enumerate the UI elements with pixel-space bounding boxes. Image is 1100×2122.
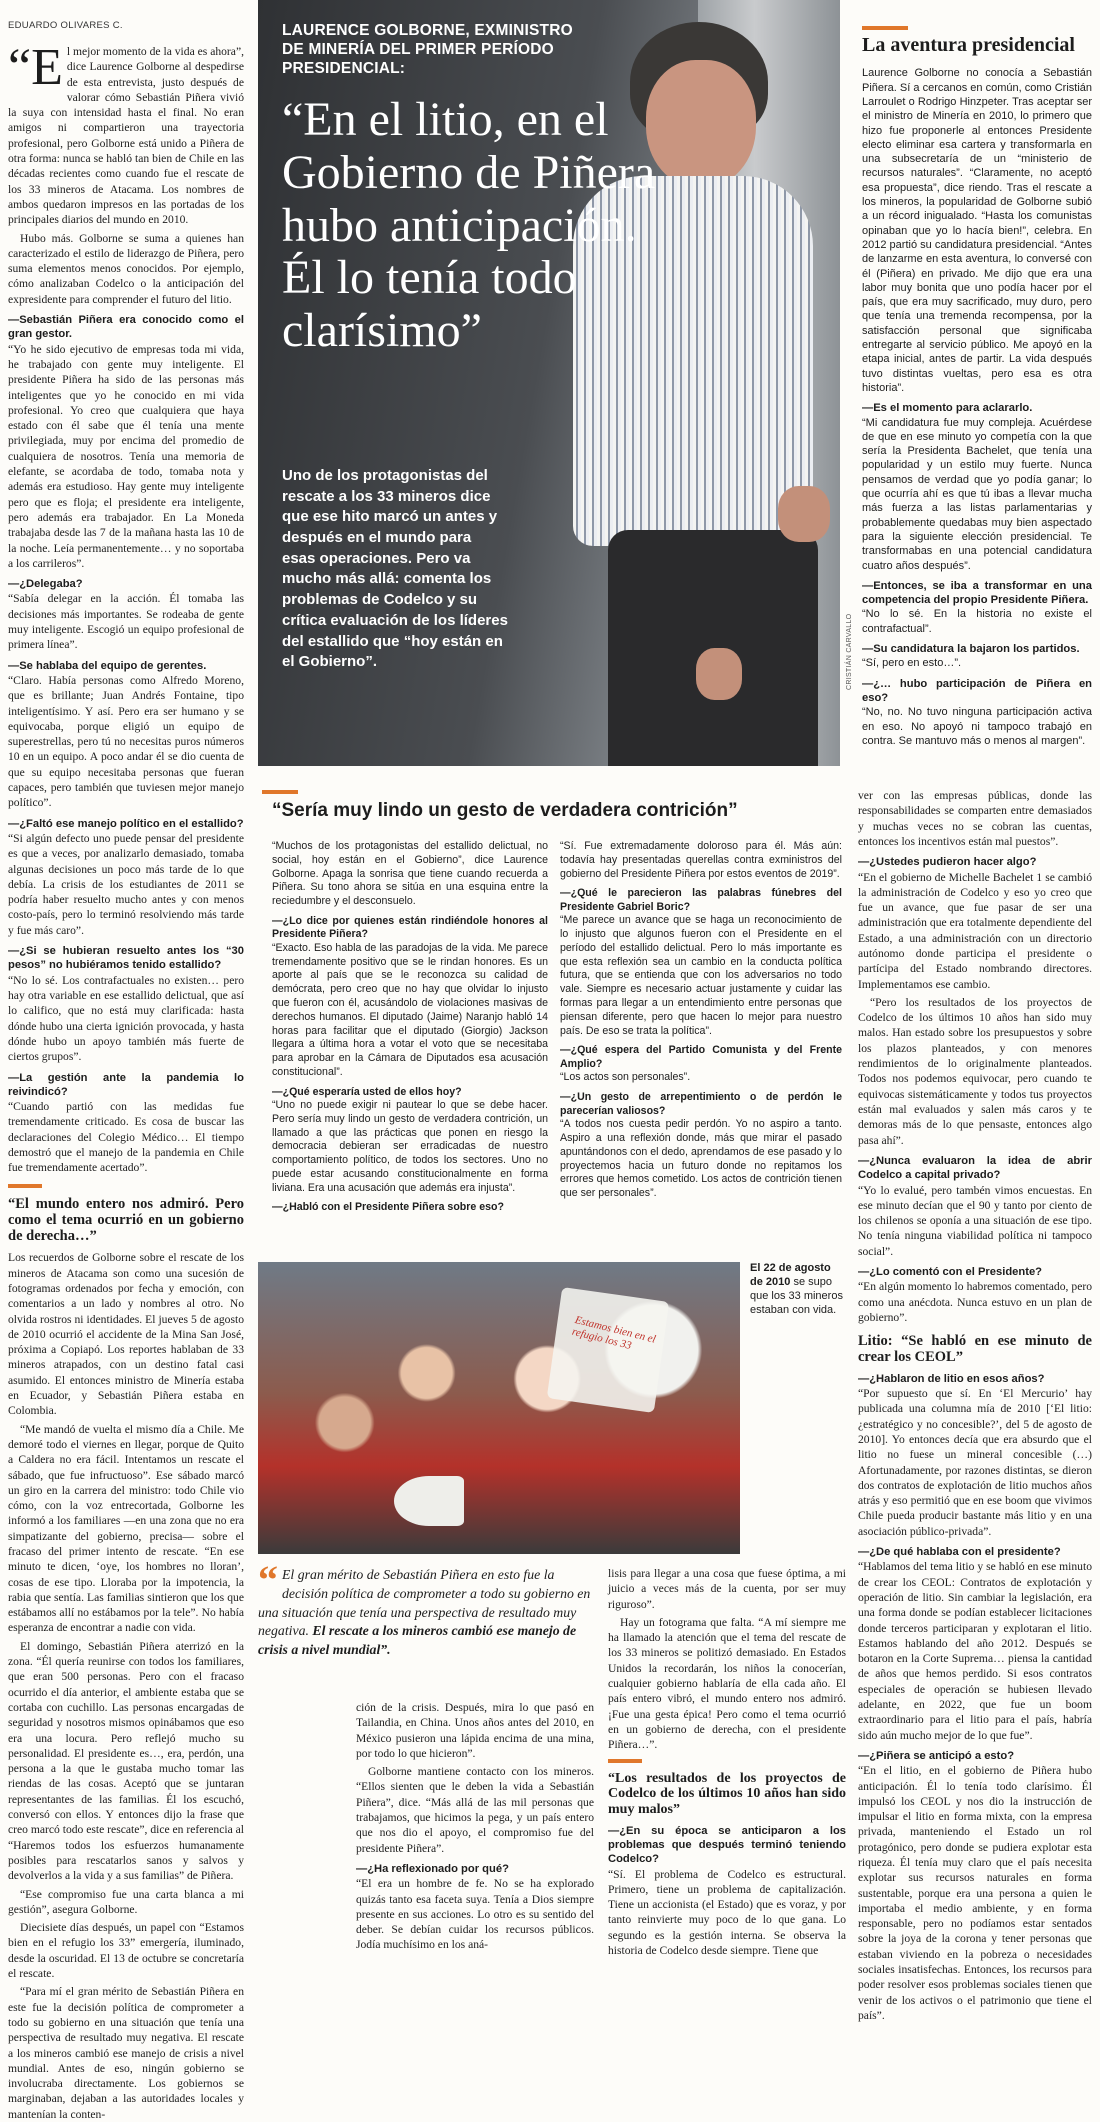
question: —¿Un gesto de arrepentimiento o de perdón le parecerían valiosos?	[560, 1091, 842, 1117]
question: —¿Faltó ese manejo político en el estallido?	[8, 817, 244, 830]
question: —Sebastián Piñera era conocido como el gran gestor.	[8, 314, 244, 341]
question: —¿Qué le parecieron las palabras fúnebres del Presidente Gabriel Boric?	[560, 887, 842, 913]
question: —¿Nunca evaluaron la idea de abrir Codelco a capital privado?	[858, 1154, 1092, 1182]
mid-column-2	[560, 840, 842, 1260]
question: —Entonces, se iba a transformar en una competencia del propio Presidente Piñera.	[862, 579, 1092, 607]
answer: “Exacto. Eso habla de las paradojas de la vida. Me parece tremendamente positivo que se le rindan honores. Es un aporte al país que se le reconozca su calidad de demócrata, pero creo que no hay que olvidar lo injusto que fueron con él, acusándolo de violaciones masivas de derechos humanos. El diputado (Jaime) Naranjo habló 14 horas para facilitar que el diputado (Giorgio) Jackson llegara a última hora a votar el voto que se necesitaba para aprobar en la Cámara de Diputados esa acusación constitucional”.	[272, 941, 548, 1078]
question: —¿Qué esperaría usted de ellos hoy?	[272, 1085, 462, 1098]
answer: “No lo sé. Los contrafactuales no existen… pero hay otra variable en ese estallido delictual, que así lo califico, que no está muy clarificada: hasta dónde hubo una cierta ignición provocada, y hasta dónde hubo un apoyo también más fuerte de ciertos grupos”.	[8, 973, 244, 1064]
answer: “Yo lo evalué, pero tambén vimos encuestas. En ese minuto decían que el 90 y tanto por ciento de los chilenos se oponía a una situación de ese tipo. No tenía ninguna viabilidad política ni tampoco social”.	[858, 1183, 1092, 1258]
hero-kicker: LAURENCE GOLBORNE, EXMINISTRO DE MINERÍA DEL PRIMER PERÍODO PRESIDENCIAL:	[282, 22, 573, 77]
paragraph: Hubo más. Golborne se suma a quienes han caracterizado el estilo de liderazgo de Piñera, pero suma elementos menos conocidos. Por ejemplo, cómo analizaban Codelco o la anticipación del expresidente para comprender el futuro del litio.	[8, 231, 244, 306]
answer: “Uno no puede exigir ni pautear lo que se debe hacer. Pero sería muy lindo un gesto de verdadera contrición, un llamado a que las prácticas que ponen en riesgo la democracia debieran ser erradicadas de nuestro comportamiento político, de todos los sectores. Uno no puede estar acusando constitucionalmente en forma liviana. Era una acusación que además era injusta”.	[272, 1099, 548, 1194]
answer: “Mi candidatura fue muy compleja. Acuérdese de que en ese minuto yo competía con la que sería la Presidenta Bachelet, que tenía una popularidad y un estilo muy fuerte. Nunca pensamos de verdad que yo podía ganar; lo que ocurría ahí es que tú ibas a llevar mucha más fuerza a las listas parlamentarias y probablemente quedabas muy bien aspectado para la siguiente elección presidencial. Te transformabas en una potencial candidatura cuatro años después”.	[862, 416, 1092, 572]
photo-caption	[750, 1262, 846, 1342]
paragraph: Golborne mantiene contacto con los mineros. “Ellos sienten que le deben la vida a Sebastián Piñera”, dice. “Más allá de las mil personas que trabajamos, que hicimos la pega, y un país entero que nos dio el apoyo, el compromiso fue del presidente Piñera”.	[356, 1765, 594, 1855]
answer: “Hablamos del tema litio y se habló en ese minuto de crear los CEOL: Contratos de explotación y operación de litio. Sin cambiar la legislación, era una forma donde se podían establecer licitaciones donde terceros participaran y explotaran el litio. Estamos hablando del año 2012. Después se botaron en la Corte Suprema… piensa la cantidad de años que hemos perdido. Si esos contratos especiales de operación se hubiesen llevado adelante, en 2022, que fue un boom extraordinario para el litio para el país, habría sido aún mucho mejor de lo que fue”.	[858, 1560, 1092, 1742]
photo-credit: CRISTIÁN CARVALLO	[846, 613, 853, 690]
subheading: Litio: “Se habló en ese minuto de crear los CEOL”	[858, 1333, 1092, 1366]
question: —¿Ustedes pudieron hacer algo?	[858, 856, 1037, 869]
answer: “Claro. Había personas como Alfredo Moreno, que es brillante; Juan Andrés Fontaine, tipo inteligentísimo. Y así. Pero era ser humano y se equivocaba, porque eligió un equipo de superestrellas, pero tú no necesitas puros números 10 en un equipo. A poco andar él se dio cuenta de que su equipo necesitaba personas que fueran capaces, pero también que tuviesen mejor manejo político”.	[8, 674, 244, 810]
question: —¿… hubo participación de Piñera en eso?	[862, 677, 1092, 705]
bottom-column-1	[356, 1700, 594, 1952]
answer: “En el gobierno de Michelle Bachelet 1 se cambió la administración de Codelco y eso yo creo que fue un avance, que fue pasar de ser una administración que era totalmente dependiente del Estado, a una administración con un directorio autónomo donde participa el presidente o partícipa del Estado nombrando directores. Implementamos ese cambio.	[858, 870, 1092, 991]
quote-mark-icon: “	[258, 1557, 278, 1602]
question: —¿Hablaron de litio en esos años?	[858, 1372, 1045, 1385]
mid-column-1	[272, 840, 548, 1260]
answer: “Sí, pero en esto…”.	[862, 657, 962, 670]
question: —¿Qué espera del Partido Comunista y del Frente Amplio?	[560, 1044, 842, 1070]
answer: “Sabía delegar en la acción. Él tomaba las decisiones más importantes. Se rodeaba de gente muy inteligente. Escogió un equipo profesional de primera línea”.	[8, 592, 244, 652]
paragraph: “Ese compromiso fue una carta blanca a mi gestión”, asegura Golborne.	[8, 1887, 244, 1916]
question: —¿Habló con el Presidente Piñera sobre eso?	[272, 1201, 504, 1214]
question: —Su candidatura la bajaron los partidos.	[862, 643, 1080, 656]
answer: “A todos nos cuesta pedir perdón. Yo no aspiro a tanto. Aspiro a una reflexión donde, más que mirar el pasado apuntándonos con el dedo, aprendamos de ese pasado y lo proyectemos hacia un futuro donde no repitamos los errores que hemos cometido. Los actos de contrición tienen que ser personales”.	[560, 1118, 842, 1200]
caption-date: El 22 de agosto de 2010	[750, 1262, 831, 1288]
subheading: “El mundo entero nos admiró. Pero como el tema ocurrió en un gobierno de derecha…”	[8, 1195, 244, 1245]
bottom-column-2	[608, 1566, 846, 1958]
answer: “Los actos son personales”.	[560, 1071, 691, 1084]
accent-bar	[862, 26, 908, 30]
mid-heading: “Sería muy lindo un gesto de verdadera contrición”	[272, 800, 738, 821]
byline: EDUARDO OLIVARES C.	[8, 20, 123, 31]
sidebar-title: La aventura presidencial	[862, 34, 1075, 56]
hero-deck: Uno de los protagonistas del rescate a los 33 mineros dice que ese hito marcó un antes y después en el mundo para esas operaciones. Pero va mucho más allá: comenta los problemas de Codelco y su crítica evaluación de los líderes del estallido que “hoy están en el Gobierno”.	[282, 467, 508, 671]
question: —¿Ha reflexionado por qué?	[356, 1862, 509, 1875]
paragraph: Los recuerdos de Golborne sobre el rescate de los mineros de Atacama son como una sucesión de fotogramas ordenados por fecha y emoción, con comentarios a un lado y nombres al otro. No olvida rostros ni identidades. El jueves 5 de agosto de 2010 ocurrió el accidente de la Mina San José, próxima a Copiapó. Los reportes hablaban de 33 mineros atrapados, con un destino fatal casi asumido. El entonces ministro de Minería estaba en Ecuador, y Sebastián Piñera estaba en Colombia.	[8, 1251, 244, 1418]
paragraph: “Muchos de los protagonistas del estallido delictual, no social, hoy están en el Gobierno”, dice Laurence Golborne. Apaga la sonrisa que tiene cuando recuerda a Piñera. Su tono ahora se sitúa en una esquina entre la reciedumbre y el desconsuelo.	[272, 840, 548, 908]
question: —¿En su época se anticiparon a los problemas que después terminó teniendo Codelco?	[608, 1824, 846, 1866]
accent-bar	[262, 790, 298, 794]
answer: “Por supuesto que sí. En ‘El Mercurio’ hay publicada una columna mía de 2010 [‘El litio: ¿estratégico y no concesible?’, del 5 de agosto de 2010]. Yo entonces decía que era absurdo que el litio no fuese un mineral concesible (…) Afortunadamente, por razones distintas, se dieron dos contratos de explotación de litio muchos años atrás y eso permitió que en ese boom que vivimos Chile pueda producir bastante más litio y en una asociación público-privada”.	[858, 1387, 1092, 1538]
answer: “No, no. No tuvo ninguna participación activa en eso. No apoyó ni tampoco trabajó en contra. Se mantuvo más o menos al margen”.	[862, 706, 1092, 747]
answer: “No lo sé. En la historia no existe el contrafactual”.	[862, 608, 1092, 635]
question: —¿Delegaba?	[8, 578, 83, 591]
paragraph: ver con las empresas públicas, donde las responsabilidades se comparten entre demasiados y muchas veces no se cobran las cuentas, entonces los incentivos están mal puestos”.	[858, 789, 1092, 848]
answer: “Si algún defecto uno puede pensar del presidente es que a veces, por analizarlo demasiado, tomaba algunas decisiones un poco más tarde de lo que debía. La crisis de los estudiantes de 2011 se podría haber resuelto mucho antes y con menos costo-país, pero lo terminó resolviendo más tarde y fue más caro”.	[8, 832, 244, 937]
subheading: “Los resultados de los proyectos de Codelco de los últimos 10 años han sido muy malos”	[608, 1770, 846, 1817]
question: —La gestión ante la pandemia lo reivindicó?	[8, 1071, 244, 1098]
paragraph: Diecisiete días después, un papel con “Estamos bien en el refugio los 33” emergería, iluminado, desde la oscuridad. El 13 de octubre se concretaría el rescate.	[8, 1921, 244, 1981]
paragraph: “Me mandó de vuelta el mismo día a Chile. Me demoré todo el viernes en llegar, porque de Quito a Caldera no era fácil. Intentamos un rescate el sábado, que fue infructuoso”. Ese sábado marcó un giro en la carrera del ministro: todo Chile vio cómo, con la voz entrecortada, Golborne les informó a los familiares —en una zona que no era simpatizante del gobierno, precisa— sobre el fracaso del primer intento de rescate. “En ese minuto te dicen, ‘oye, los hombres no lloran’, cosas de ese tipo. Lloraba por la impotencia, la rabia que sentía. Las familias sintieron que los que estábamos allí no estábamos por la tele”. No había esperanza de encontrar a nadie con vida.	[8, 1422, 244, 1635]
paragraph: ción de la crisis. Después, mira lo que pasó en Tailandia, en China. Unos años antes del 2010, en México pusieron una lápida encima de una mina, por todo lo que hicieron”.	[356, 1701, 594, 1760]
question: —Es el momento para aclararlo.	[862, 402, 1033, 415]
answer: “En el litio, en el gobierno de Piñera hubo anticipación. Él lo tenía todo clarísimo. Él impulsó los CEOL y nos dio la instrucción de impulsar el litio en forma mixta, con la empresa privada, manteniendo el Estado un rol protagónico, pero donde se pudiera explotar esta riqueza. Él tenía muy claro que el país necesita explotar sus recursos naturales en forma sustentable, porque era una persona a quien le importaba el medio ambiente, y en forma responsable, pero no podíamos estar sentados sobre la joya de la corona y tener personas que estaban viviendo en la pobreza o necesidades sociales insatisfechas. Entonces, los recursos para poder resolver esos problemas sociales tienen que venir de los activos o el patrimonio que tiene el país”.	[858, 1764, 1092, 2022]
lead-paragraph: “El mejor momento de la vida es ahora”, dice Laurence Golborne al despedirse de esta entrevista, justo después de valorar cómo Sebastián Piñera vivió la suya con intensidad hasta el final. No eran amigos ni compartieron una trayectoria profesional, pero Golborne está unido a Piñera de otra forma: nunca se habló tan bien de Chile en las décadas recientes como cuando fue el rescate de los 33 mineros de Atacama. Los nombres de ambos quedaron impresos en las portadas de los principales diarios del mundo en 2010.	[8, 39, 244, 227]
article-column-left	[8, 39, 244, 2121]
paragraph: Laurence Golborne no conocía a Sebastián Piñera. Sí a cercanos en común, como Cristián Larroulet o Rodrigo Hinzpeter. Tras aceptar ser el ministro de Minería en 2010, lo primero que hizo fue proponerle al entonces Presidente electo eliminar esa cartera y transformarla en una subsecretaría de un “ministerio de recursos naturales”. “Claramente, no aceptó esa propuesta”, dice riendo. Tras el rescate a los mineros, la popularidad de Golborne subió a un récord inigualado. “Hasta los comunistas opinaban que yo lo hacía bien!”, celebra. En 2012 partió su candidatura presidencial. “Antes de lanzarme en esta aventura, lo conversé con él (Piñera) en privado. Me dijo que era una labor muy bonita que uno podía hacer por el país, que era muy sacrificado, muy duro, pero que tenía una tremenda recompensa, por la satisfacción personal que significaba entregarte al servicio público. Me apoyó en la etapa inicial, antes de partir. La vida después tuvo distintas vueltas, pero esa es otra historia”.	[862, 67, 1092, 394]
pull-quote-bold: El rescate a los mineros cambió ese manejo de crisis a nivel mundial”.	[258, 1623, 577, 1657]
paragraph: Hay un fotograma que falta. “A mí siempre me ha llamado la atención que el tema del rescate de los 33 mineros se politizó demasiado. En Estados Unidos la recordarán, los niños la conocerían, cualquier gobierno hablaría de ella cada año. El país entero vibró, el mundo entero nos admiró. ¡Fue una gesta épica! Pero como el tema ocurrió en un gobierno de derecha, con el presidente Piñera…”.	[608, 1615, 846, 1752]
question: —¿Si se hubieran resuelto antes los “30 pesos” no hubiéramos tenido estallido?	[8, 945, 244, 972]
answer: “Yo he sido ejecutivo de empresas toda mi vida, he trabajado con gente muy inteligente. El presidente Piñera ha sido de las personas más inteligentes que yo he conocido en mi vida profesional. Yo creo que cualquiera que haya estado con él sabe que él tenía una mente privilegiada, muy por encima del promedio de cualquiera de nosotros. Tenía una memoria de elefante, se acordaba de todo, tomaba nota y además era estudioso. Hay gente muy inteligente pero que es floja; el presidente era inteligente, pero además era trabajador. En La Moneda trabajaba desde las 7 de la mañana hasta las 10 de la noche. Leía permanentemente… y no soportaba a los carrileros”.	[8, 342, 244, 570]
accent-bar	[8, 1184, 42, 1188]
accent-bar	[608, 1759, 642, 1763]
hero-headline: “En el litio, en el Gobierno de Piñera hubo anticipación. Él lo tenía todo clarísimo”	[282, 93, 656, 358]
answer: “Sí. Fue extremadamente doloroso para él. Más aún: todavía hay presentadas querellas contra exministros del gobierno del Presidente Piñera por estos eventos de 2019”.	[560, 840, 842, 880]
photo-sign-text: Estamos bien en el refugio los 33	[570, 1314, 657, 1352]
portrait-hand	[778, 486, 830, 542]
drop-cap: “E	[8, 39, 63, 96]
pull-quote	[258, 1557, 598, 1690]
question: —¿Lo comentó con el Presidente?	[858, 1266, 1042, 1278]
caption-text: se supo que los 33 mineros estaban con vida.	[750, 1275, 843, 1316]
paragraph: El domingo, Sebastián Piñera aterrizó en la zona. “Él quería reunirse con todos los familiares, que eran 500 personas. Pero con el fracaso ocurrido el día anterior, el ambiente estaba que se cortaba con cuchillo. Las personas encargadas de seguridad y nosotros mismos opinábamos que eso era una locura. Pero reflejó mucho su personalidad. El presidente es…, era, perdón, una persona a la que le gustaba mucho tomar las riendas de las cosas. Aceptó que se juntaran representantes de las familias. Él los escuchó, conversó con ellos. Y entonces dijo la frase que creo marcó todo este rescate”, dice en referencia al “Haremos todos los esfuerzos humanamente posibles para rescatarlos sanos y salvos y devolverlos a la vida y a sus familias” de Piñera.	[8, 1639, 244, 1883]
article-column-right	[858, 788, 1092, 2022]
answer: “En algún momento lo habremos comentado, pero como una anécdota. Nunca estuvo en un plan de gobierno”.	[858, 1280, 1092, 1324]
paragraph: “Para mí el gran mérito de Sebastián Piñera en este fue la decisión política de comprometer a todo su gobierno en una situación que tenía una perspectiva de resultado muy negativa. El rescate a los mineros cambió ese manejo de crisis a nivel mundial. Antes de eso, ningún gobierno se involucraba directamente. Los gobiernos se marginaban, dejaban a las autoridades locales y mantenían la conten-	[8, 1985, 244, 2121]
rescue-photo	[258, 1262, 740, 1554]
photo-megaphone	[394, 1476, 464, 1526]
answer: “Cuando partió con las medidas fue tremendamente criticado. Es cosa de buscar las declaraciones del Colegio Médico… El tiempo demostró que el manejo de la pandemia en Chile fue tremendamente acertado”.	[8, 1100, 244, 1175]
paragraph: lisis para llegar a una cosa que fuese óptima, a mi juicio a veces más de la cuenta, por ser muy riguroso”.	[608, 1567, 846, 1611]
answer: “Me parece un avance que se haga un reconocimiento de lo injusto que algunos fueron con el Presidente en el período del estallido delictual. Pero lo más importante es que esta reflexión sea un cambio en la conducta política futura, que se entienda que con los adversarios no todo vale. Siempre es necesario actuar justamente y cuidar las formas para llegar a un entendimiento entre personas que piensan diferente, pero que hacen lo mejor para nuestro país. De eso se trata la política”.	[560, 914, 842, 1037]
question: —Se hablaba del equipo de gerentes.	[8, 659, 207, 672]
answer: “Pero los resultados de los proyectos de Codelco de los últimos 10 años han sido muy malos. Han estado sobre los presupuestos y sobre los plazos planteados, y con menores rendimientos de lo originalmente planteados. Todos nos podemos equivocar, pero cuando te equivocas sistemáticamente y todos tus proyectos están mal evaluados y salen más caros y te demoras más de lo que pensaste, entonces algo pasa ahí”.	[858, 995, 1092, 1147]
hero-block	[258, 0, 853, 766]
question: —¿De qué hablaba con el presidente?	[858, 1545, 1061, 1558]
sidebar-column	[862, 26, 1092, 766]
question: —¿Piñera se anticipó a esto?	[858, 1749, 1015, 1762]
answer: “El era un hombre de fe. No se ha explorado quizás tanto esa faceta suya. Tenía a Dios siempre presente en sus acciones. Lo otro es su sentido del deber. Se debían cuidar los recursos públicos. Jodía muchísimo en los aná-	[356, 1877, 594, 1952]
answer: “Sí. El problema de Codelco es estructural. Primero, tiene un problema de capitalización. Tiene un accionista (el Estado) que es voraz, y por tanto reinvierte muy poco de lo que gana. Lo segundo es la gestión interna. Se observa la historia de Codelco desde siempre. Tiene que	[608, 1867, 846, 1958]
portrait-hand	[696, 648, 742, 700]
pull-quote-text: El gran mérito de Sebastián Piñera en esto fue la decisión política de comprometer a todo su gobierno en una situación que tenía una perspectiva de resultado muy negativa.	[258, 1567, 591, 1639]
question: —¿Lo dice por quienes están rindiéndole honores al Presidente Piñera?	[272, 914, 548, 941]
